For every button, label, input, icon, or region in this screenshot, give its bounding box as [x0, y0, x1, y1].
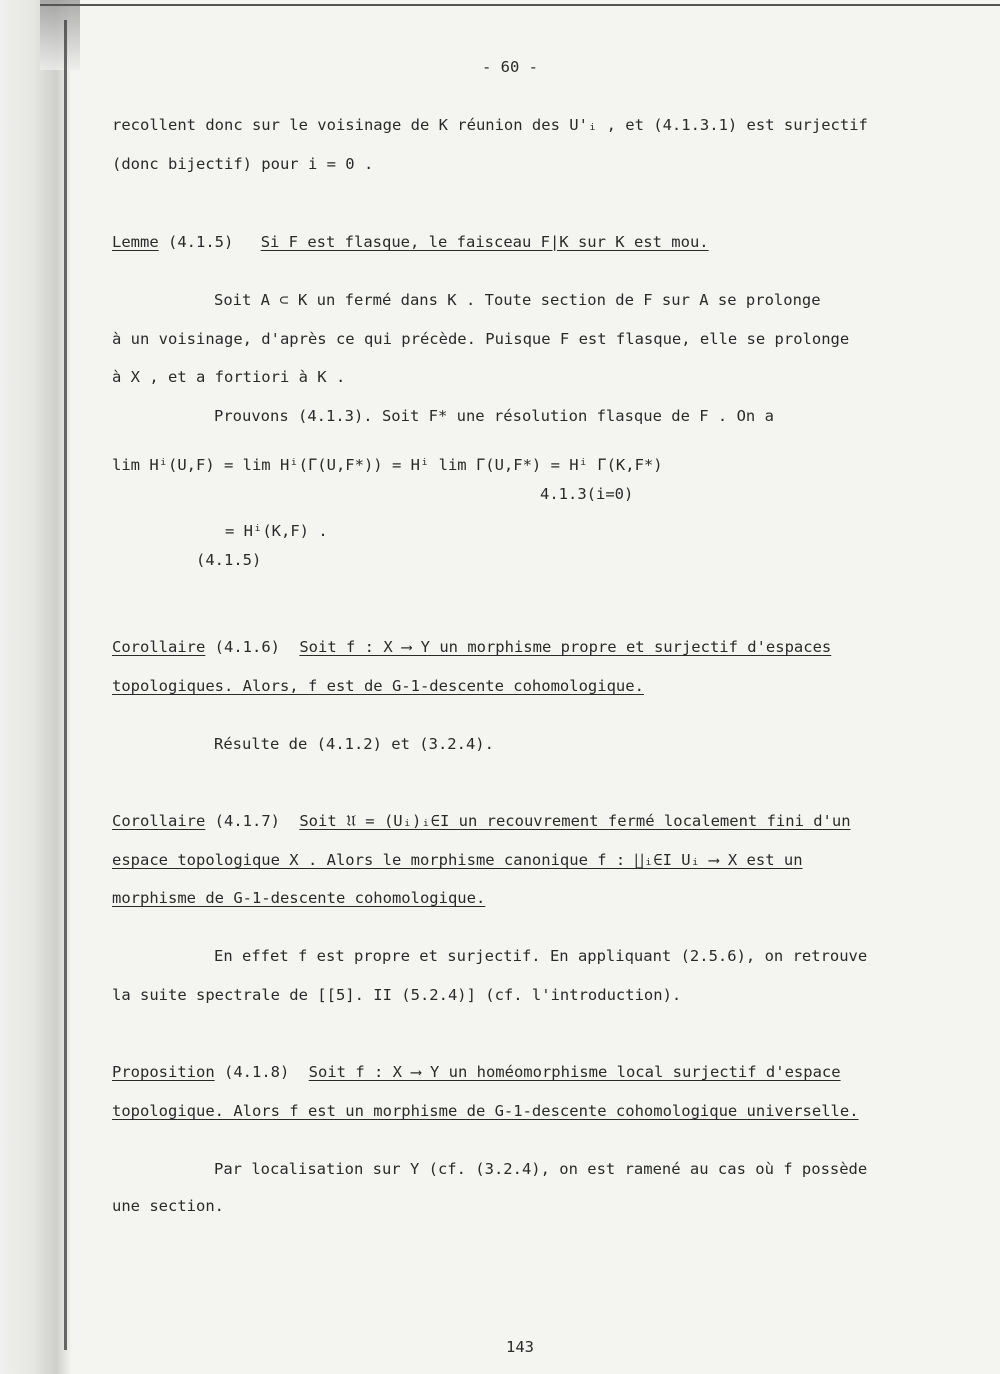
proposition-statement-line: topologique. Alors f est un morphisme de G-1-descente cohomologique universelle.	[112, 1102, 859, 1120]
corollary-statement-line: morphisme de G-1-descente cohomologique.	[112, 889, 486, 907]
paragraph-line: Soit A ⊂ K un fermé dans K . Toute section de F sur A se prolonge	[214, 291, 821, 309]
corollary-label: Corollaire	[112, 638, 206, 656]
lemma-statement: Si F est flasque, le faisceau F|K sur K est mou.	[260, 233, 709, 251]
top-edge-line	[40, 4, 1000, 6]
page-label: - 60 -	[482, 58, 538, 76]
proof-line: Résulte de (4.1.2) et (3.2.4).	[214, 735, 494, 753]
corollary-heading	[112, 812, 851, 831]
paragraph-line: recollent donc sur le voisinage de K réunion des U'ᵢ , et (4.1.3.1) est surjectif	[112, 116, 868, 134]
proposition-label: Proposition	[112, 1063, 215, 1081]
corollary-heading	[112, 638, 831, 656]
proposition-statement: Soit f : X ⟶ Y un homéomorphisme local surjectif d'espace	[308, 1063, 841, 1081]
corollary-ref: (4.1.7)	[214, 812, 280, 830]
corollary-statement: Soit 𝔘 = (Uᵢ)ᵢ∈I un recouvrement fermé localement fini d'un	[299, 812, 851, 830]
paragraph-line: Prouvons (4.1.3). Soit F* une résolution flasque de F . On a	[214, 407, 774, 425]
binding-shadow	[0, 0, 72, 1374]
proposition-heading	[112, 1063, 841, 1081]
corollary-statement: Soit f : X ⟶ Y un morphisme propre et surjectif d'espaces	[299, 638, 832, 656]
corollary-label: Corollaire	[112, 812, 206, 830]
proof-line: la suite spectrale de [[5]. II (5.2.4)] (cf. l'introduction).	[112, 986, 682, 1004]
lemma-label: Lemme	[112, 233, 159, 251]
equation-line: lim Hⁱ(U,F) = lim Hⁱ(Γ(U,F*)) = Hⁱ lim Γ(U,F*) = Hⁱ Γ(K,F*)	[112, 456, 663, 474]
proof-line: une section.	[112, 1197, 224, 1215]
paragraph-line: (donc bijectif) pour i = 0 .	[112, 155, 374, 173]
page-number: 143	[506, 1338, 534, 1356]
binding-edge-line	[64, 20, 67, 1350]
proof-line: En effet f est propre et surjectif. En appliquant (2.5.6), on retrouve	[214, 947, 868, 965]
proof-line: Par localisation sur Y (cf. (3.2.4), on est ramené au cas où f possède	[214, 1160, 868, 1178]
equation-reference: 4.1.3(i=0)	[540, 485, 634, 503]
paragraph-line: à X , et a fortiori à K .	[112, 368, 346, 386]
equation-reference: (4.1.5)	[196, 551, 262, 569]
corner-shadow	[40, 0, 80, 70]
proposition-ref: (4.1.8)	[224, 1063, 290, 1081]
corollary-statement-line: topologiques. Alors, f est de G-1-descente cohomologique.	[112, 677, 644, 695]
corollary-ref: (4.1.6)	[214, 638, 280, 656]
lemma-ref: (4.1.5)	[168, 233, 234, 251]
paragraph-line: à un voisinage, d'après ce qui précède. Puisque F est flasque, elle se prolonge	[112, 330, 850, 348]
equation-line: = Hⁱ(K,F) .	[225, 522, 328, 540]
lemma-heading	[112, 233, 709, 251]
corollary-statement-line: espace topologique X . Alors le morphisme canonique f : ∐ᵢ∈I Uᵢ ⟶ X est un	[112, 851, 803, 869]
